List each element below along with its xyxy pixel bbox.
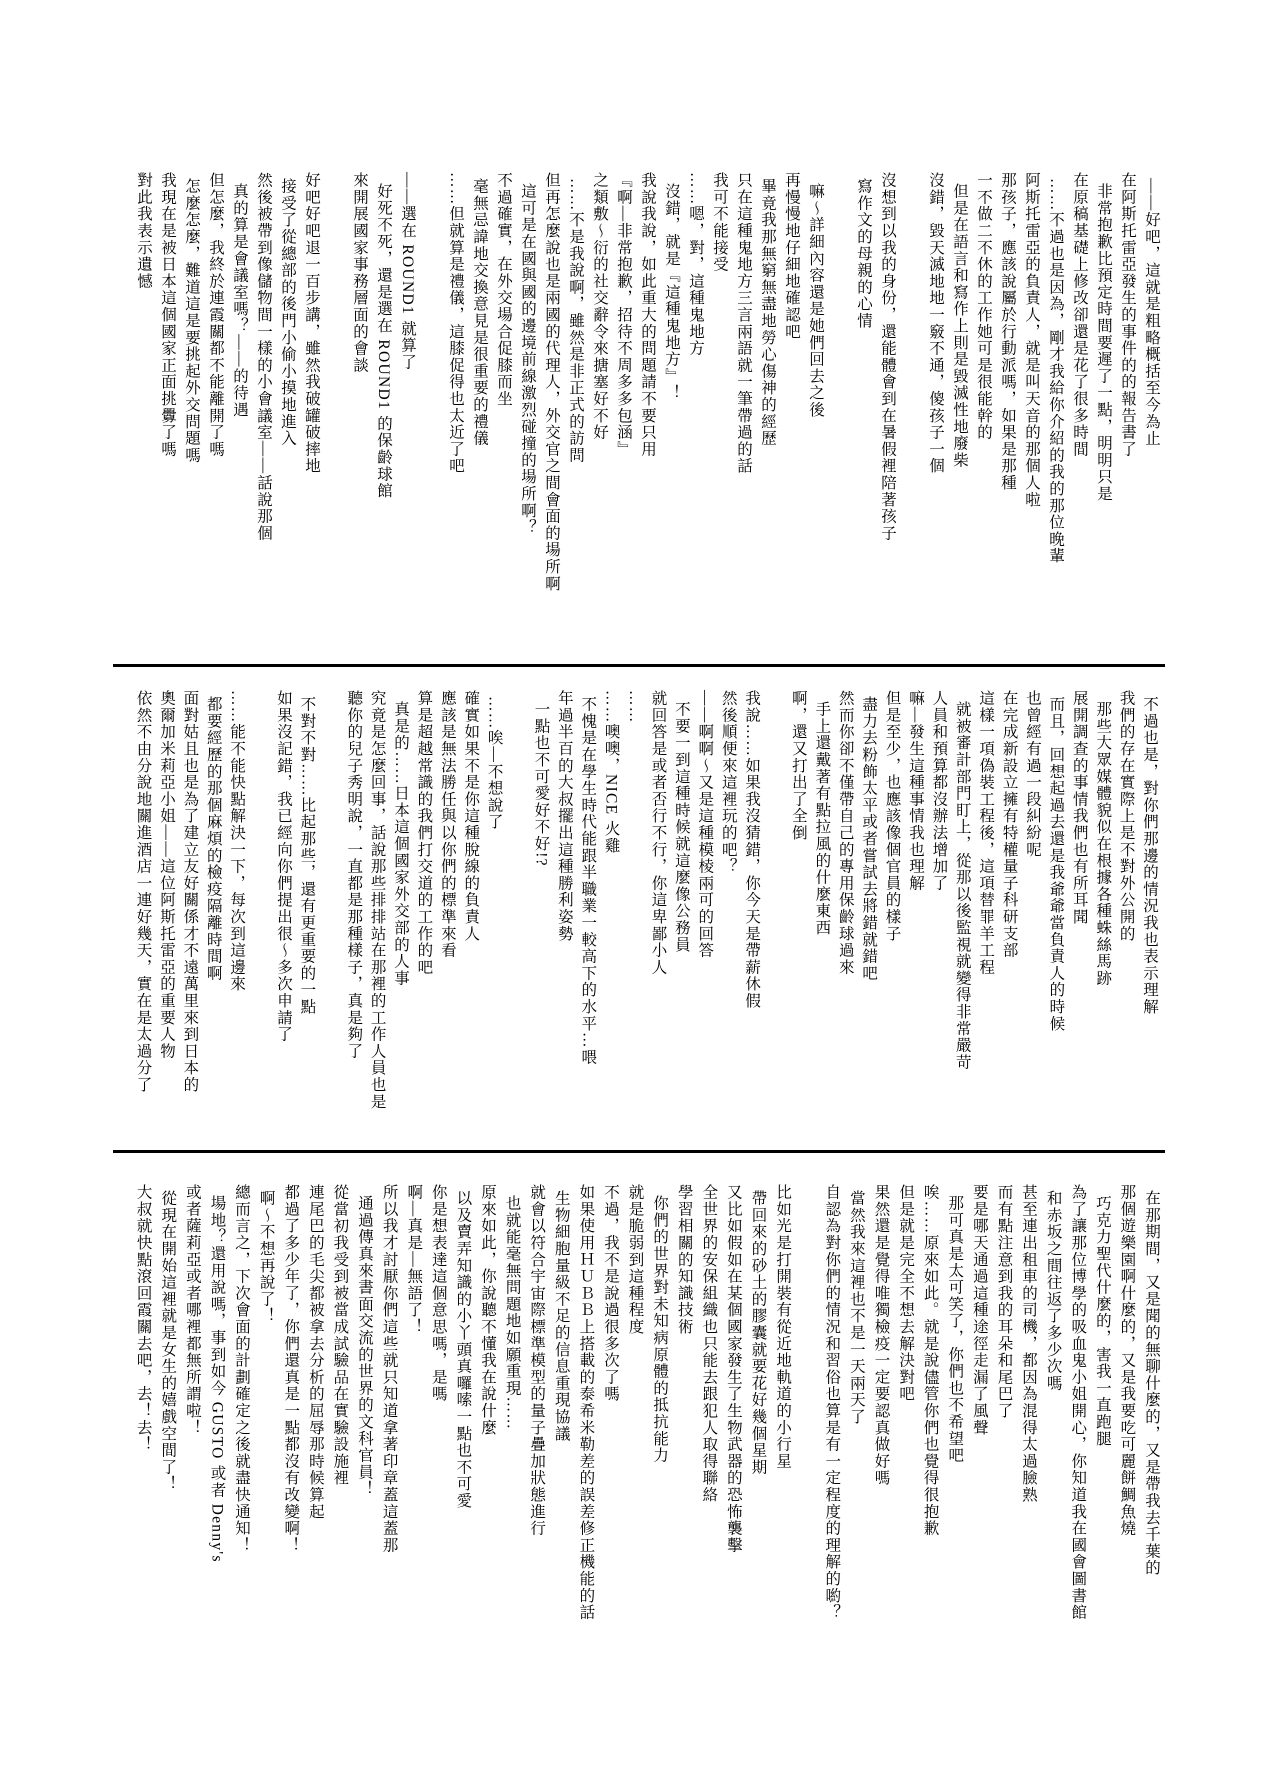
text-column: ——啊啊～又是這種模棱兩可的回答 (696, 690, 714, 959)
text-column: 也就能毫無問題地如願重現…… (503, 1195, 521, 1431)
text-column: 學習相關的知識技術 (675, 1184, 693, 1336)
text-column: 聽你的兒子秀明說，一直都是那種樣子，真是夠了 (345, 690, 363, 1060)
text-column: 但是至少，也應該像個官員的樣子 (883, 690, 901, 942)
text-column: 接受了從總部的後門小偷小摸地進入 (279, 178, 296, 447)
text-column: 嘛—發生這種事情我也理解 (906, 690, 924, 892)
text-column: 都過了多少年了，你們還真是一點都沒有改變啊！ (282, 1184, 300, 1554)
text-column: 那孩子，應該說屬於行動派嗎，如果是那種 (999, 172, 1016, 492)
text-column: 我現在是被日本這個國家正面挑釁了嗎 (159, 172, 176, 458)
text-column: 真的算是會議室嗎？——的待遇 (231, 183, 248, 419)
text-column: ……唉—不想說了 (485, 696, 503, 831)
section-divider-line (113, 664, 1165, 667)
text-column: 展開調查的事情我們也有所耳聞 (1070, 690, 1088, 926)
text-column: ……能不能快點解決一下，每次到這邊來 (228, 690, 246, 993)
text-column: ……不是我說啊，雖然是非正式的訪問 (567, 178, 584, 464)
text-column: 如果使用ＨＵＢＢ上搭載的泰希米勒差的誤差修正機能的話 (577, 1184, 595, 1621)
text-column: 我們的存在實際上是不對外公開的 (1117, 690, 1135, 942)
text-band-top (131, 172, 1163, 614)
text-column: 和赤坂之間往返了多少次嗎 (1044, 1190, 1062, 1392)
text-column: 手上還戴著有點拉風的什麼東西 (813, 701, 831, 937)
text-column: 從現在開始這裡就是女生的嬉戲空間了！ (159, 1190, 177, 1493)
text-column: 都要經歷的那個麻煩的檢疫隔離時間啊 (204, 696, 222, 982)
text-column: 然後被帶到像儲物間一樣的小會議室——話說那個 (255, 172, 272, 542)
text-column: 然後順便來這裡玩的吧？ (719, 690, 737, 875)
text-column: 從當初我受到被當成試驗品在實驗設施裡 (331, 1184, 349, 1487)
text-column: 那個遊樂園啊什麼的，又是我要吃可麗餅鯛魚燒 (1118, 1184, 1136, 1537)
text-column: 大叔就快點滾回霞關去吧，去！去！ (134, 1184, 152, 1453)
text-column: 一不做二不休的工作她可是很能幹的 (975, 172, 992, 441)
text-column: 巧克力聖代什麼的，害我一直跑腿 (1093, 1195, 1111, 1447)
text-column: 啊—真是—無語了！ (405, 1184, 423, 1336)
text-column: 那可真是太可笑了，你們也不希望吧 (946, 1195, 964, 1464)
text-column: 畢竟我那無窮無盡地勞心傷神的經歷 (759, 178, 776, 447)
text-column: 真是的……日本這個國家外交部的人事 (392, 701, 409, 987)
text-column: 『啊—非常抱歉，招待不周多多包涵』 (615, 172, 632, 458)
text-column: 這樣一項偽裝工程後，這項替罪羊工程 (977, 690, 995, 976)
text-column: 比如光是打開裝有從近地軌道的小行星 (774, 1184, 792, 1470)
text-column: 但是就是完全不想去解決對吧 (897, 1184, 915, 1403)
text-column: 你們的世界對未知病原體的抵抗能力 (651, 1195, 669, 1464)
text-column: 不要一到這種時候就這麼像公務員 (672, 701, 690, 953)
blank-column (318, 690, 341, 1136)
text-column: 連尾巴的毛尖都被拿去分析的屈辱那時候算起 (306, 1184, 324, 1520)
text-column: 原來如此，你說聽不懂我在說什麼 (478, 1184, 496, 1436)
text-column: 不對不對……比起那些，還有更重要的一點 (298, 696, 316, 1016)
text-column: 這可是在國與國的邊境前線激烈碰撞的場所啊？ (519, 183, 536, 536)
text-band-middle (131, 690, 1161, 1136)
text-column: 非常抱歉比預定時間要遲了一點，明明只是 (1095, 183, 1112, 503)
text-column: 要是哪天通過這種途徑走漏了風聲 (970, 1184, 988, 1436)
text-column: 來開展國家事務層面的會談 (351, 172, 368, 374)
text-column: 但再怎麼說也是兩國的代理人，外交官之間會面的場所啊 (543, 172, 560, 592)
text-column: ——選在 ROUND1 就算了 (399, 172, 416, 371)
text-column: 我說我說，如此重大的問題請不要只用 (639, 172, 656, 458)
text-column: 在阿斯托雷亞發生的事件的的報告書了 (1119, 172, 1136, 458)
text-column: 我可不能接受 (711, 172, 728, 273)
text-column: 沒想到以我的身份，還能體會到在暑假裡陪著孩子 (879, 172, 896, 542)
text-column: 也曾經有過一段糾紛呢 (1023, 690, 1041, 858)
text-column: 又比如假如在某個國家發生了生物武器的恐怖襲擊 (724, 1184, 742, 1554)
text-column: 以及賣弄知識的小丫頭真囉嗦一點也不可愛 (454, 1190, 472, 1510)
text-column: 毫無忌諱地交換意見是很重要的禮儀 (471, 178, 488, 447)
text-column: ……嗯，對，這種鬼地方 (687, 172, 704, 357)
text-column: 啊，還又打出了全倒 (789, 690, 807, 842)
blank-column (827, 172, 851, 614)
text-column: 所以我才討厭你們這些就只知道拿著印章蓋這蓋那 (380, 1184, 398, 1554)
text-column: ——好吧，這就是粗略概括至今為止 (1143, 178, 1160, 447)
text-column: 如果沒記錯，我已經向你們提出很～多次申請了 (274, 690, 292, 1043)
text-column: 就會以符合宇宙際標準模型的量子疊加狀態進行 (528, 1184, 546, 1537)
blank-column (506, 690, 529, 1136)
text-column: 一點也不可愛好不好!? (532, 701, 550, 867)
text-column: ……不過也是因為，剛才我給你介紹的我的那位晚輩 (1047, 178, 1064, 565)
text-column: 就是脆弱到這種程度 (626, 1184, 644, 1336)
text-column: 那些大眾媒體貌似在根據各種蛛絲馬跡 (1094, 701, 1112, 987)
text-column: 在那期間，又是聞的無聊什麼的，又是帶我去千葉的 (1143, 1190, 1160, 1577)
text-column: 不過，我不是說過很多次了嗎 (601, 1184, 619, 1403)
text-column: 你是想表達這個意思嗎，是嗎 (429, 1184, 447, 1403)
text-column: 究竟是怎麼回事，話說那些排排站在那裡的工作人員也是 (368, 690, 386, 1110)
text-column: 我說……如果我沒猜錯，你今天是帶薪休假 (743, 690, 761, 1010)
blank-column (248, 690, 271, 1136)
text-column: ……噢噢，NICE 火雞 (602, 690, 620, 855)
text-column: 就回答是或者否行不行，你這卑鄙小人 (649, 690, 667, 976)
text-column: 人員和預算都沒辦法增加了 (930, 690, 948, 892)
text-band-bottom (130, 1184, 1163, 1636)
text-column: 阿斯托雷亞的負責人，就是叫天音的那個人啦 (1023, 172, 1040, 508)
text-column: 總而言之，下次會面的計劃確定之後就盡快通知！ (233, 1184, 251, 1554)
text-column: ……但就算是禮儀，這膝促得也太近了吧 (447, 172, 464, 475)
text-column: 確實如果不是你這種脫線的負責人 (462, 690, 480, 942)
text-column: 為了讓那位博學的吸血鬼小姐開心，你知道我在國會圖書館 (1069, 1184, 1087, 1621)
text-column: 對此我表示遺憾 (135, 172, 152, 290)
text-column: 好死不死，還是選在 ROUND1 的保齡球館 (375, 183, 392, 500)
text-column: 在完成新設立擁有特權量子科研支部 (1000, 690, 1018, 959)
text-column: 之類敷～衍的社交辭令來搪塞好不好 (591, 172, 608, 441)
text-column: 只在這種鬼地方三言兩語就一筆帶過的話 (735, 172, 752, 475)
text-column: 但怎麼，我終於連霞關都不能離開了嗎 (207, 172, 224, 458)
text-column: 應該是無法勝任與以你們的標準來看 (438, 690, 456, 959)
text-column: 唉……原來如此。就是說儘管你們也覺得很抱歉 (921, 1184, 939, 1537)
text-column: 而有點注意到我的耳朵和尾巴了 (995, 1184, 1013, 1420)
text-column: 依然不由分說地關進酒店一連好幾天，實在是太過分了 (134, 690, 152, 1094)
text-column: 面對姑且也是為了建立友好關係才不遠萬里來到日本的 (181, 690, 199, 1094)
text-column: 不過確實，在外交場合促膝而坐 (495, 172, 512, 408)
blank-column (419, 172, 443, 614)
text-column: 啊～不想再說了！ (257, 1190, 275, 1325)
text-column: 再慢慢地仔細地確認吧 (783, 172, 800, 340)
text-column: 寫作文的母親的心情 (855, 178, 872, 330)
text-column: 怎麼怎麼，難道這是要挑起外交問題嗎 (183, 178, 200, 464)
text-column: 果然還是覺得唯獨檢疫一定要認真做好嗎 (872, 1184, 890, 1487)
blank-column (763, 690, 786, 1136)
text-column: 沒錯，就是『這種鬼地方』！ (663, 183, 680, 402)
text-column: 奧爾加米莉亞小姐——這位阿斯托雷亞的重要人物 (157, 690, 175, 1060)
text-column: 沒錯，毀天滅地地一竅不通，傻孩子一個 (927, 172, 944, 475)
text-column: …… (626, 690, 644, 724)
text-column: 帶回來的砂土的膠囊就要花好幾個星期 (749, 1190, 767, 1476)
blank-column (899, 172, 923, 614)
text-column: 不愧是在學生時代能跟半職業一較高下的水平…喂 (579, 696, 597, 1066)
text-column: 而且，回想起過去還是我爺爺當負責人的時候 (1047, 696, 1065, 1032)
text-column: 但是在語言和寫作上則是毀滅性地廢柴 (951, 183, 968, 469)
text-column: 年過半百的大叔擺出這種勝利姿勢 (555, 690, 573, 942)
text-column: 或者薩莉亞或者哪裡都無所謂啦！ (183, 1184, 201, 1436)
text-column: 好吧好吧退一百步講，雖然我破罐破摔地 (303, 172, 320, 475)
section-divider-line (113, 1150, 1165, 1153)
text-column: 自認為對你們的情況和習俗也算是有一定程度的理解的喲？ (823, 1184, 841, 1621)
text-column: 甚至連出租車的司機，都因為混得太過臉熟 (1020, 1184, 1038, 1504)
text-column: 當然我來這裡也不是一天兩天了 (847, 1190, 865, 1426)
blank-column (794, 1184, 819, 1636)
text-column: 嘛～詳細內容還是她們回去之後 (807, 183, 824, 419)
text-column: 盡力去粉飾太平或者嘗試去將錯就錯吧 (860, 696, 878, 982)
text-column: 生物細胞量級不足的信息重現協議 (552, 1190, 570, 1442)
text-column: 全世界的安保組織也只能去跟犯人取得聯絡 (700, 1184, 718, 1504)
text-column: 算是超越常識的我們打交道的工作的吧 (415, 690, 433, 976)
text-column: 就被審計部門盯上，從那以後監視就變得非常嚴苛 (953, 701, 971, 1071)
text-column: 在原稿基礎上修改卻還是花了很多時間 (1071, 172, 1088, 458)
blank-column (323, 172, 347, 614)
text-column: 場地？還用說嗎，事到如今 GUSTO 或者 Denny's (208, 1195, 226, 1563)
text-column: 不過也是，對你們那邊的情況我也表示理解 (1141, 696, 1158, 1016)
text-column: 然而你卻不僅帶自己的專用保齡球過來 (836, 690, 854, 976)
text-column: 通過傳真來書面交流的世界的文科官員！ (356, 1195, 373, 1498)
